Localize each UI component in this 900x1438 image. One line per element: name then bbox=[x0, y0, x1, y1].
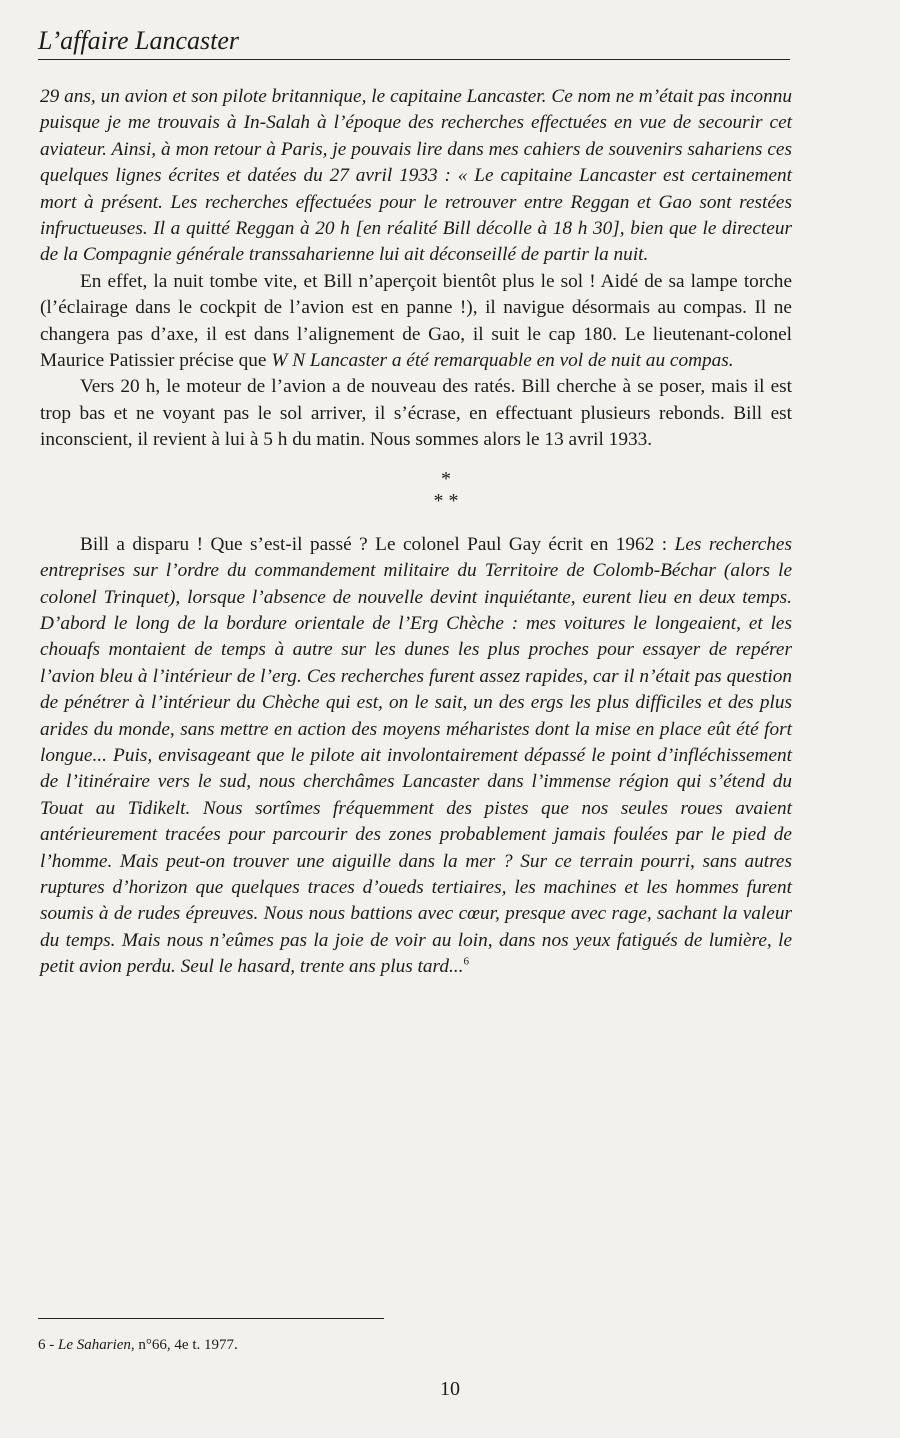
main-text bbox=[40, 84, 792, 981]
footnote-divider bbox=[38, 1318, 384, 1319]
footnote-number: 6 - bbox=[38, 1337, 55, 1353]
paragraph-2-quote: W N Lancaster a été remarquable en vol de nuit au compas. bbox=[271, 350, 734, 372]
paragraph-4 bbox=[40, 532, 792, 981]
footnote-details: , n°66, 4e t. 1977. bbox=[130, 1337, 238, 1353]
separator-star-top: * bbox=[441, 467, 451, 490]
running-header bbox=[38, 26, 790, 60]
separator-stars-bottom: * * bbox=[433, 489, 459, 512]
paragraph-2 bbox=[40, 269, 792, 375]
footnote bbox=[38, 1335, 238, 1355]
paragraph-4-intro: Bill a disparu ! Que s’est-il passé ? Le colonel Paul Gay écrit en 1962 : bbox=[80, 533, 668, 555]
paragraph-3: Vers 20 h, le moteur de l’avion a de nouveau des ratés. Bill cherche à se poser, mais il est trop bas et ne voyant pas le sol arriver, il s’écrase, en effectuant plusieurs rebonds. Bill est inconscient, il revient à lui à 5 h du matin. Nous sommes alors le 13 avril 1933. bbox=[40, 376, 792, 451]
running-title: L’affaire Lancaster bbox=[38, 26, 240, 55]
section-separator bbox=[40, 468, 792, 512]
paragraph-2-text: En effet, la nuit tombe vite, et Bill n’aperçoit bientôt plus le sol ! Aidé de sa lampe torche (l’éclairage dans le cockpit de l’avion est en panne !), il navigue désormais au compas. Il ne changera pas d’axe, il est dans l’alignement de Gao, il suit le cap 180. Le lieutenant-colonel Maurice Patissier précise que bbox=[40, 270, 792, 372]
footnote-reference: 6 bbox=[463, 955, 469, 968]
paragraph-4-quote: Les recherches entreprises sur l’ordre du commandement militaire du Territoire de Colomb-Béchar (alors le colonel Trinquet), lorsque l’absence de nouvelle devint inquiétante, eurent lieu en deux temps. D’abord le long de la bordure orientale de l’Erg Chèche : mes voitures le longeaient, et les chouafs montaient de temps à autre sur les dunes les plus proches pour essayer de repérer l’avion bleu à l’intérieur de l’erg. Ces recherches furent assez rapides, car il n’était pas question de pénétrer à l’intérieur du Chèche qui est, on le sait, un des ergs les plus difficiles et des plus arides du monde, sans mettre en action des moyens méharistes dont la mise en place eût été fort longue... Puis, envisageant que le pilote ait involontairement dépassé le point d’infléchissement de l’itinéraire vers le sud, nous cherchâmes Lancaster dans l’immense région qui s’étend du Touat au Tidikelt. Nous sortîmes fréquemment des pistes que nos seules roues avaient antérieurement tracées pour parcourir des zones probablement jamais foulées par le pied de l’homme. Mais peut-on trouver une aiguille dans la mer ? Sur ce terrain pourri, sans autres ruptures d’horizon que quelques traces d’oueds tertiaires, les machines et les hommes furent soumis à de rudes épreuves. Nous nous battions avec cœur, presque avec rage, sachant la valeur du temps. Mais nous n’eûmes pas la joie de voir au loin, dans nos yeux fatigués de lumière, le petit avion perdu. Seul le hasard, trente ans plus tard... bbox=[40, 533, 792, 978]
footnote-source: Le Saharien bbox=[58, 1337, 131, 1353]
page-number: 10 bbox=[440, 1378, 460, 1400]
paragraph-1: 29 ans, un avion et son pilote britannique, le capitaine Lancaster. Ce nom ne m’était pas inconnu puisque je me trouvais à In-Salah à l’époque des recherches effectuées en vue de secourir cet aviateur. Ainsi, à mon retour à Paris, je pouvais lire dans mes cahiers de souvenirs sahariens ces quelques lignes écrites et datées du 27 avril 1933 : « Le capitaine Lancaster est certainement mort à présent. Les recherches effectuées pour le retrouver entre Reggan et Gao sont restées infructueuses. Il a quitté Reggan à 20 h [en réalité Bill décolle à 18 h 30], bien que le directeur de la Compagnie générale transsaharienne lui ait déconseillé de partir la nuit. bbox=[40, 86, 792, 266]
